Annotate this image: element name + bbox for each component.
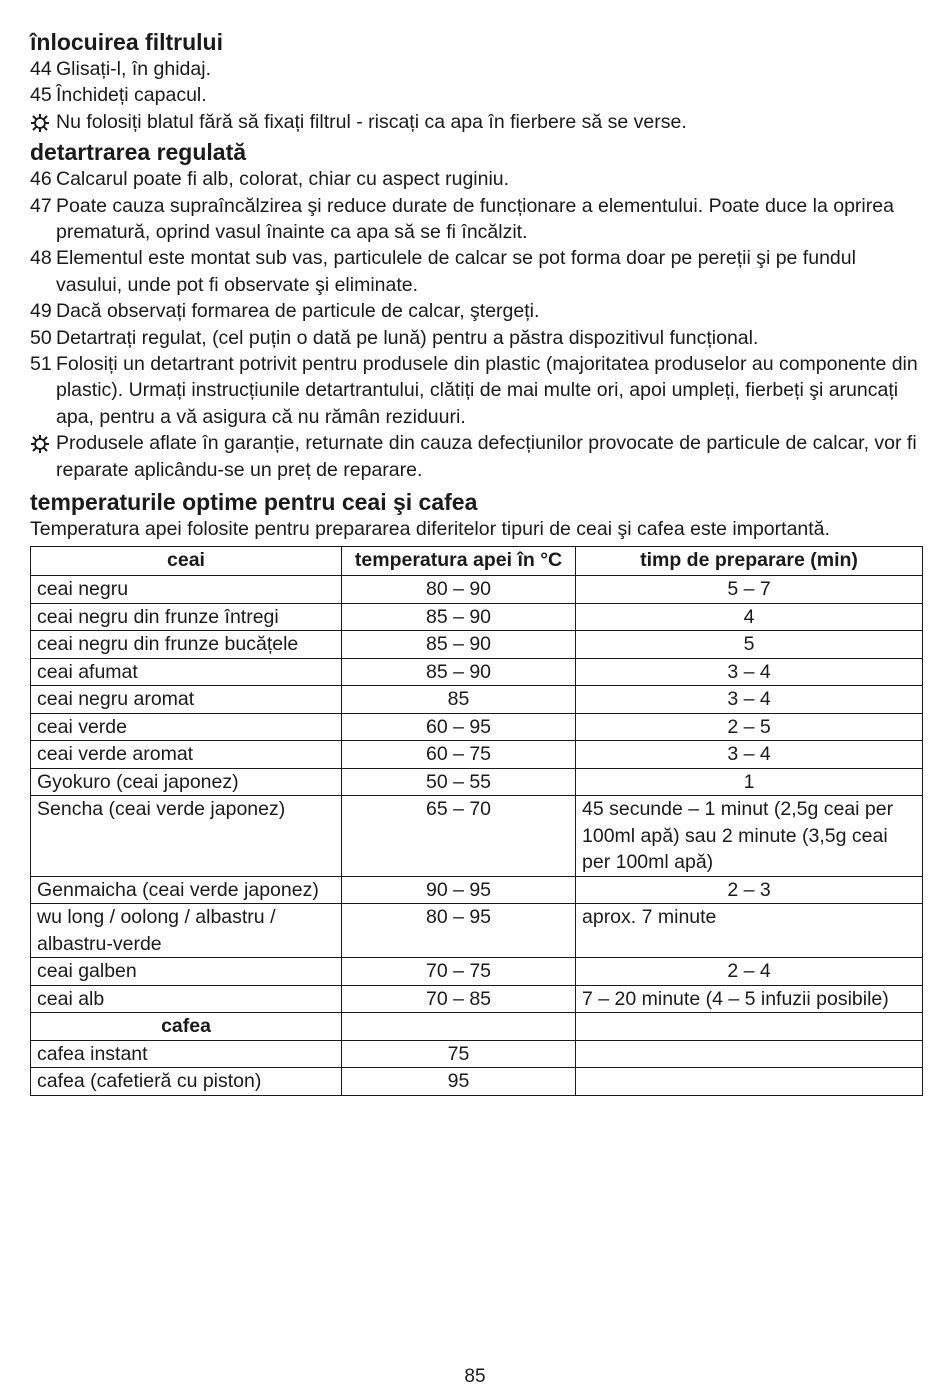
manual-page [30, 28, 922, 1096]
tea-type-cell: Sencha (ceai verde japonez) [31, 796, 342, 877]
table-row [31, 686, 923, 714]
temperature-cell: 60 – 95 [342, 713, 576, 741]
tea-type-cell: ceai afumat [31, 658, 342, 686]
temperature-cell: 60 – 75 [342, 741, 576, 769]
list-item [30, 166, 922, 192]
list-item [30, 325, 922, 351]
section-intro: Temperatura apei folosite pentru prepararea diferitelor tipuri de ceai şi cafea este importantă. [30, 518, 830, 541]
column-header: timp de preparare (min) [576, 547, 923, 576]
temperature-cell: 80 – 95 [342, 904, 576, 958]
step-text: Glisați-l, în ghidaj. [56, 58, 211, 80]
coffee-type-cell: cafea instant [31, 1040, 342, 1068]
temperature-cell: 85 – 90 [342, 658, 576, 686]
warning-sun-icon [30, 430, 56, 483]
step-text: Elementul este montat sub vas, particulele de calcar se pot forma doar pe pereții şi pe fundul vasului, unde pot fi observate şi eliminate. [56, 247, 856, 296]
brew-time-cell: 5 [576, 631, 923, 659]
tea-type-cell: ceai verde [31, 713, 342, 741]
brew-time-cell: 2 – 3 [576, 876, 923, 904]
empty-cell [342, 1013, 576, 1041]
tea-type-cell: Gyokuro (ceai japonez) [31, 768, 342, 796]
list-item [30, 56, 922, 82]
table-row [31, 741, 923, 769]
temperature-cell: 90 – 95 [342, 876, 576, 904]
table-header-row [31, 547, 923, 576]
table-row [31, 904, 923, 958]
brew-time-cell: 4 [576, 603, 923, 631]
temperature-cell: 50 – 55 [342, 768, 576, 796]
step-number: 51 [30, 353, 52, 376]
list-item [30, 193, 922, 246]
temperature-cell: 95 [342, 1068, 576, 1096]
section-title-descaling: detartrarea regulată [30, 139, 247, 166]
table-row [31, 768, 923, 796]
table-row [31, 985, 923, 1013]
step-text: Detartrați regulat, (cel puțin o dată pe lună) pentru a păstra dispozitivul funcțional. [56, 326, 759, 349]
table-row [31, 576, 923, 604]
table-row [31, 713, 923, 741]
brew-time-cell: 7 – 20 minute (4 – 5 infuzii posibile) [576, 985, 923, 1013]
brew-time-cell [576, 1068, 923, 1096]
temperature-cell: 70 – 75 [342, 958, 576, 986]
tea-type-cell: ceai negru din frunze întregi [31, 603, 342, 631]
table-row [31, 631, 923, 659]
tea-type-cell: Genmaicha (ceai verde japonez) [31, 876, 342, 904]
step-text: Calcarul poate fi alb, colorat, chiar cu aspect ruginiu. [56, 168, 510, 191]
coffee-type-cell: cafea (cafetieră cu piston) [31, 1068, 342, 1096]
temperature-cell: 70 – 85 [342, 985, 576, 1013]
empty-cell [576, 1013, 923, 1041]
section-title-filter: înlocuirea filtrului [30, 29, 223, 55]
list-item [30, 298, 922, 324]
step-number: 46 [30, 168, 52, 191]
page-number: 85 [464, 1366, 486, 1387]
brew-time-cell: aprox. 7 minute [576, 904, 923, 958]
brew-time-cell: 45 secunde – 1 minut (2,5g ceai per 100ml apă) sau 2 minute (3,5g ceai per 100ml apă) [576, 796, 923, 877]
brew-time-cell: 2 – 4 [576, 958, 923, 986]
section-title-temperatures: temperaturile optime pentru ceai şi cafea [30, 489, 478, 516]
step-number: 50 [30, 326, 52, 349]
brew-time-cell: 3 – 4 [576, 741, 923, 769]
list-item [30, 82, 922, 108]
column-header: temperatura apei în °C [342, 547, 576, 576]
temperature-cell: 65 – 70 [342, 796, 576, 877]
brew-time-cell: 5 – 7 [576, 576, 923, 604]
brew-time-cell: 3 – 4 [576, 658, 923, 686]
brew-time-cell: 1 [576, 768, 923, 796]
table-row [31, 1040, 923, 1068]
tea-type-cell: ceai negru [31, 576, 342, 604]
temperature-cell: 80 – 90 [342, 576, 576, 604]
table-row [31, 958, 923, 986]
step-number: 48 [30, 247, 52, 270]
temperature-cell: 75 [342, 1040, 576, 1068]
step-text: Poate cauza supraîncălzirea şi reduce durate de funcționare a elementului. Poate duce la oprirea prematură, oprind vasul înainte ca apa să se fi încălzit. [56, 194, 894, 244]
table-row [31, 876, 923, 904]
list-item [30, 245, 922, 298]
tea-type-cell: wu long / oolong / albastru / albastru-verde [31, 904, 342, 958]
column-header: ceai [31, 547, 342, 576]
brew-time-cell: 2 – 5 [576, 713, 923, 741]
tea-coffee-table [30, 546, 923, 1096]
descaling-steps [30, 166, 922, 483]
table-row [31, 658, 923, 686]
warning-sun-icon [30, 109, 56, 135]
step-number: 45 [30, 84, 52, 107]
step-text: Dacă observați formarea de particule de calcar, ştergeți. [56, 300, 540, 323]
step-number: 49 [30, 300, 52, 323]
list-item [30, 351, 922, 430]
temperature-cell: 85 [342, 686, 576, 714]
warning-text: Produsele aflate în garanție, returnate din cauza defecțiunilor provocate de particule de calcar, vor fi reparate aplicându-se un preț de reparare. [56, 432, 917, 481]
tea-type-cell: ceai verde aromat [31, 741, 342, 769]
temperature-cell: 85 – 90 [342, 631, 576, 659]
tea-type-cell: ceai galben [31, 958, 342, 986]
step-text: Folosiți un detartrant potrivit pentru produsele din plastic (majoritatea produselor au componente din plastic). Urmați instrucțiunile detartrantului, clătiți de mai multe ori, apoi umpleți, fierbeți şi aruncați apa, pentru a vă asigura că nu rămân reziduuri. [56, 353, 918, 428]
tea-type-cell: ceai alb [31, 985, 342, 1013]
coffee-section-header: cafea [31, 1013, 342, 1041]
filter-steps [30, 56, 922, 135]
warning-item [30, 430, 922, 483]
table-row [31, 603, 923, 631]
warning-text: Nu folosiți blatul fără să fixați filtrul - riscați ca apa în fierbere să se verse. [56, 110, 687, 133]
warning-item [30, 109, 922, 135]
brew-time-cell: 3 – 4 [576, 686, 923, 714]
step-text: Închideți capacul. [56, 84, 207, 107]
table-row [31, 1068, 923, 1096]
step-number: 47 [30, 194, 52, 217]
tea-type-cell: ceai negru din frunze bucățele [31, 631, 342, 659]
step-number: 44 [30, 58, 52, 80]
brew-time-cell [576, 1040, 923, 1068]
table-row [31, 796, 923, 877]
temperature-cell: 85 – 90 [342, 603, 576, 631]
tea-type-cell: ceai negru aromat [31, 686, 342, 714]
coffee-header-row [31, 1013, 923, 1041]
